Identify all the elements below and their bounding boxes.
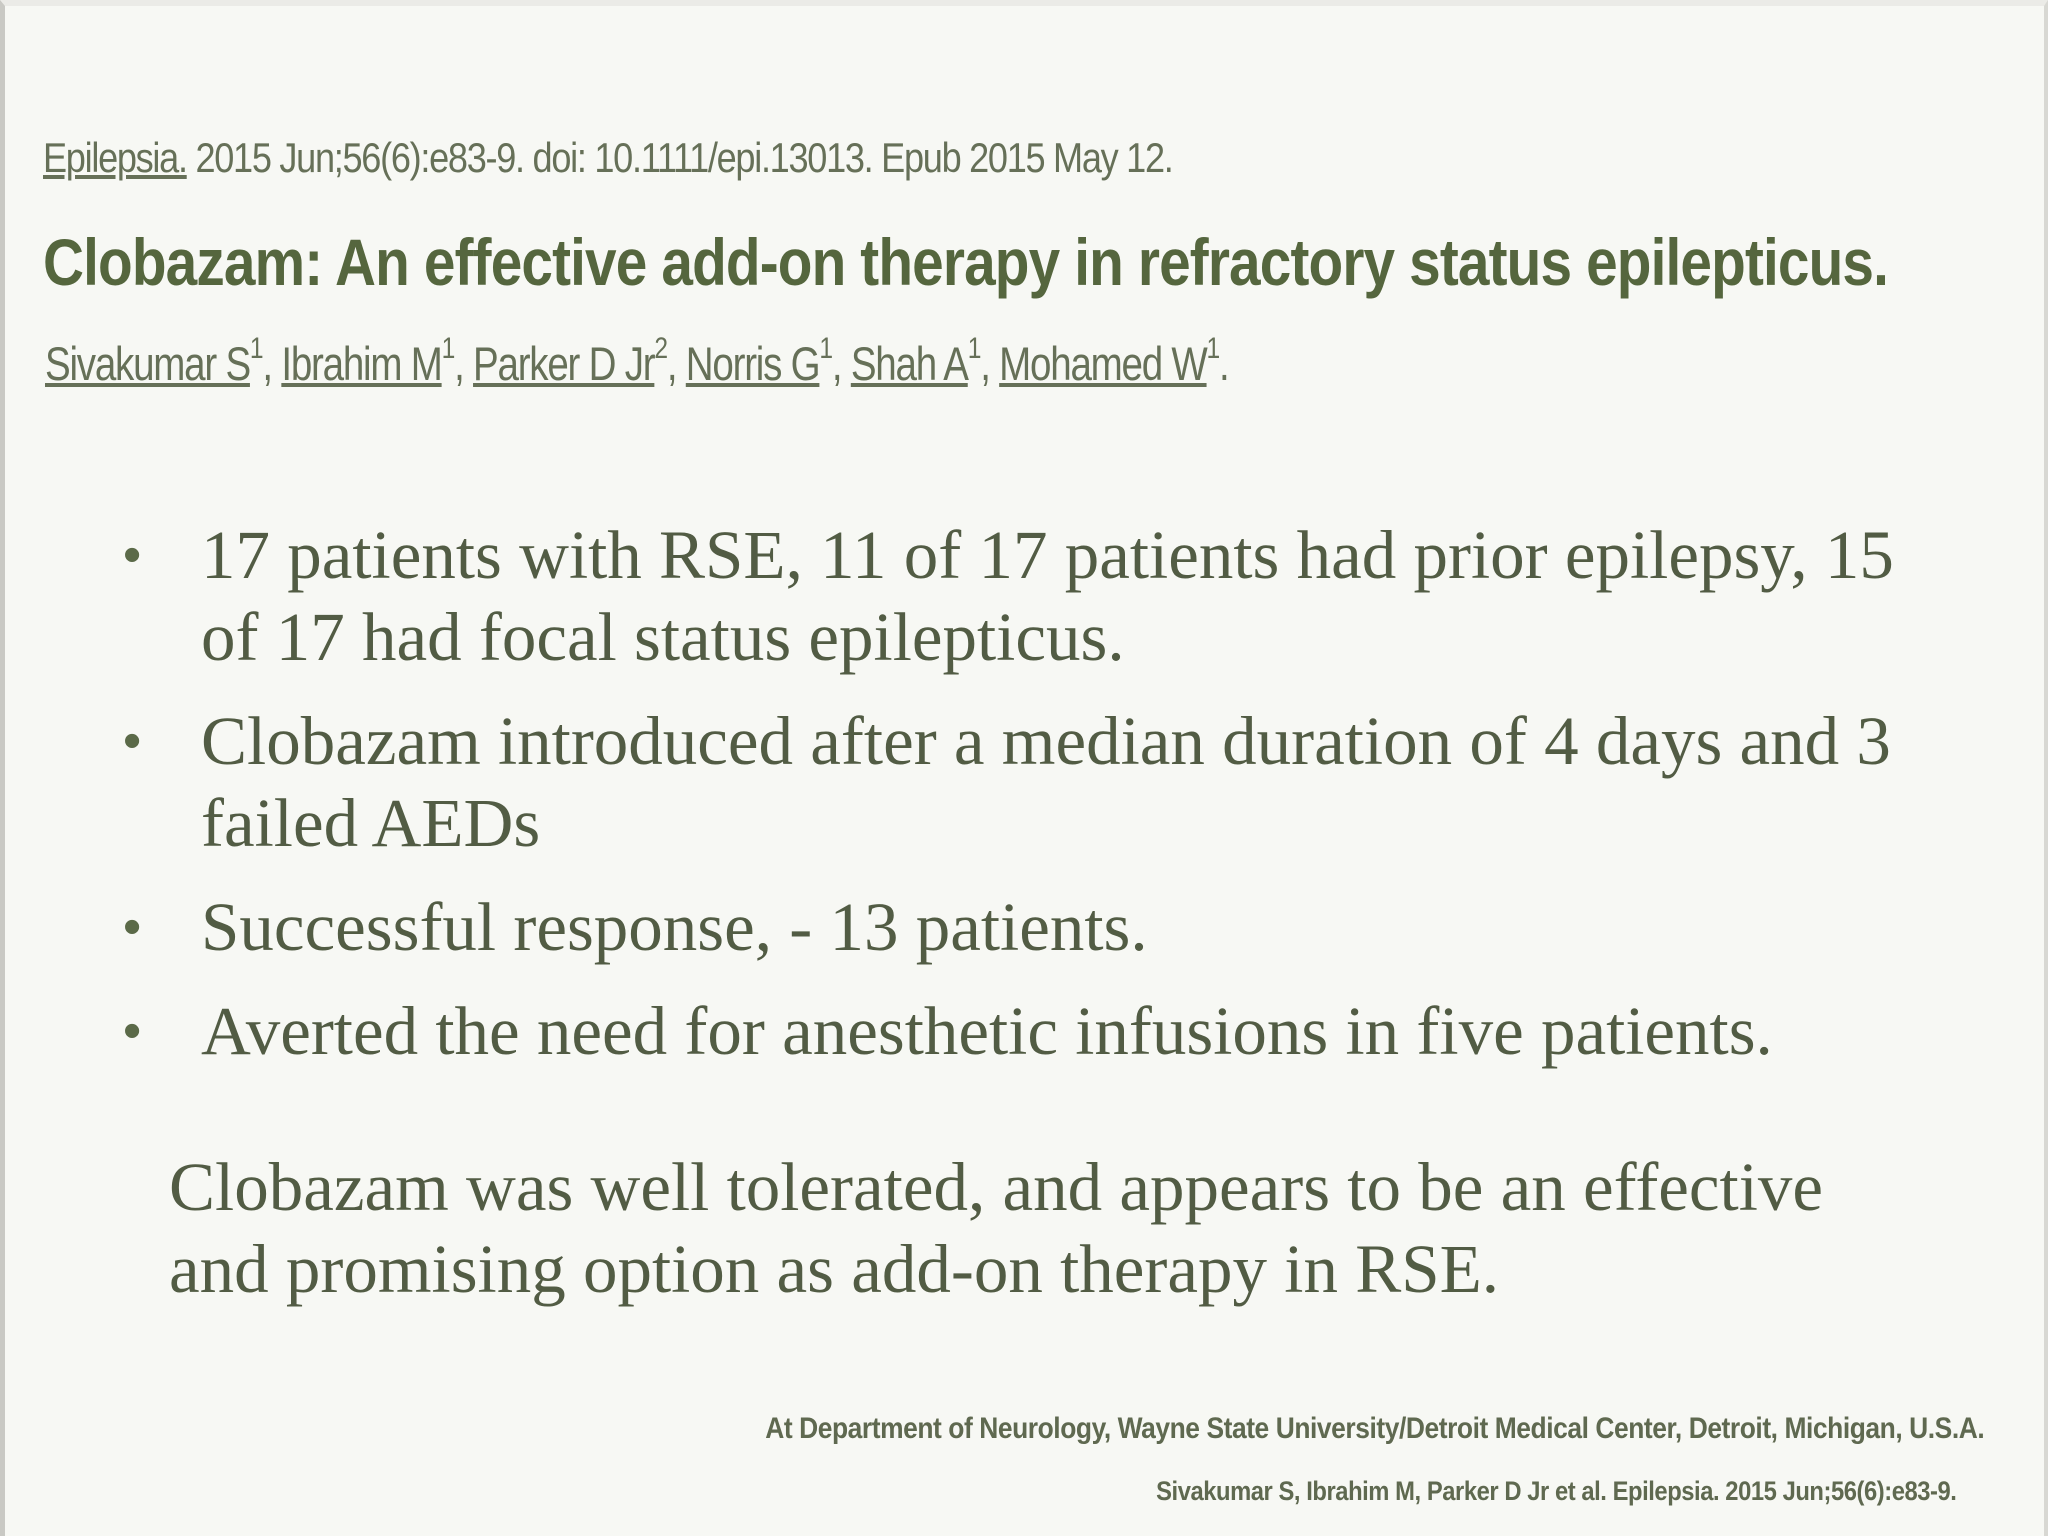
author-affiliation: 1 <box>441 332 455 365</box>
finding-text: 17 patients with RSE, 11 of 17 patients had prior epilepsy, 15 of 17 had focal status epilepticus. <box>201 517 1894 675</box>
author-affiliation: 1 <box>1206 332 1220 365</box>
bullet-icon: • <box>123 526 142 584</box>
author-affiliation: 2 <box>654 332 667 365</box>
author-separator: , <box>262 337 282 390</box>
bullet-icon: • <box>123 898 142 956</box>
article-title: Clobazam: An effective add-on therapy in refractory status epilepticus. <box>43 225 1889 299</box>
author-separator: , <box>454 337 474 390</box>
affiliation-note: At Department of Neurology, Wayne State University/Detroit Medical Center, Detroit, Michigan, U.S.A. <box>764 1412 1984 1445</box>
author-separator: . <box>1219 337 1229 390</box>
author-separator: , <box>666 337 686 390</box>
journal-link[interactable]: Epilepsia. <box>43 134 187 181</box>
finding-text: Clobazam introduced after a median duration of 4 days and 3 failed AEDs <box>201 703 1891 861</box>
author-list <box>45 332 1229 391</box>
author-link[interactable]: Sivakumar S <box>45 337 250 390</box>
finding-item <box>117 700 1937 864</box>
finding-item <box>117 990 1937 1072</box>
citation-line <box>43 134 1173 182</box>
finding-item <box>117 886 1937 968</box>
finding-text: Averted the need for anesthetic infusions in five patients. <box>201 993 1773 1069</box>
author-affiliation: 1 <box>967 332 981 365</box>
author-link[interactable]: Ibrahim M <box>281 337 442 390</box>
bullet-icon: • <box>123 712 142 770</box>
finding-item <box>117 514 1937 678</box>
conclusion-text: Clobazam was well tolerated, and appears to be an effective and promising option as add-on therapy in RSE. <box>169 1149 1824 1307</box>
author-link[interactable]: Mohamed W <box>999 337 1207 390</box>
bullet-icon: • <box>123 1002 142 1060</box>
findings-list <box>117 514 1937 1094</box>
author-link[interactable]: Shah A <box>850 337 968 390</box>
author-affiliation: 1 <box>249 332 263 365</box>
citation-details: 2015 Jun;56(6):e83-9. doi: 10.1111/epi.13013. Epub 2015 May 12. <box>186 134 1173 181</box>
author-separator: , <box>980 337 1000 390</box>
author-link[interactable]: Parker D Jr <box>473 337 655 390</box>
source-reference: Sivakumar S, Ibrahim M, Parker D Jr et al. Epilepsia. 2015 Jun;56(6):e83-9. <box>1155 1476 1956 1506</box>
finding-text: Successful response, - 13 patients. <box>201 889 1148 965</box>
author-separator: , <box>831 337 851 390</box>
author-link[interactable]: Norris G <box>685 337 820 390</box>
author-affiliation: 1 <box>819 332 832 365</box>
